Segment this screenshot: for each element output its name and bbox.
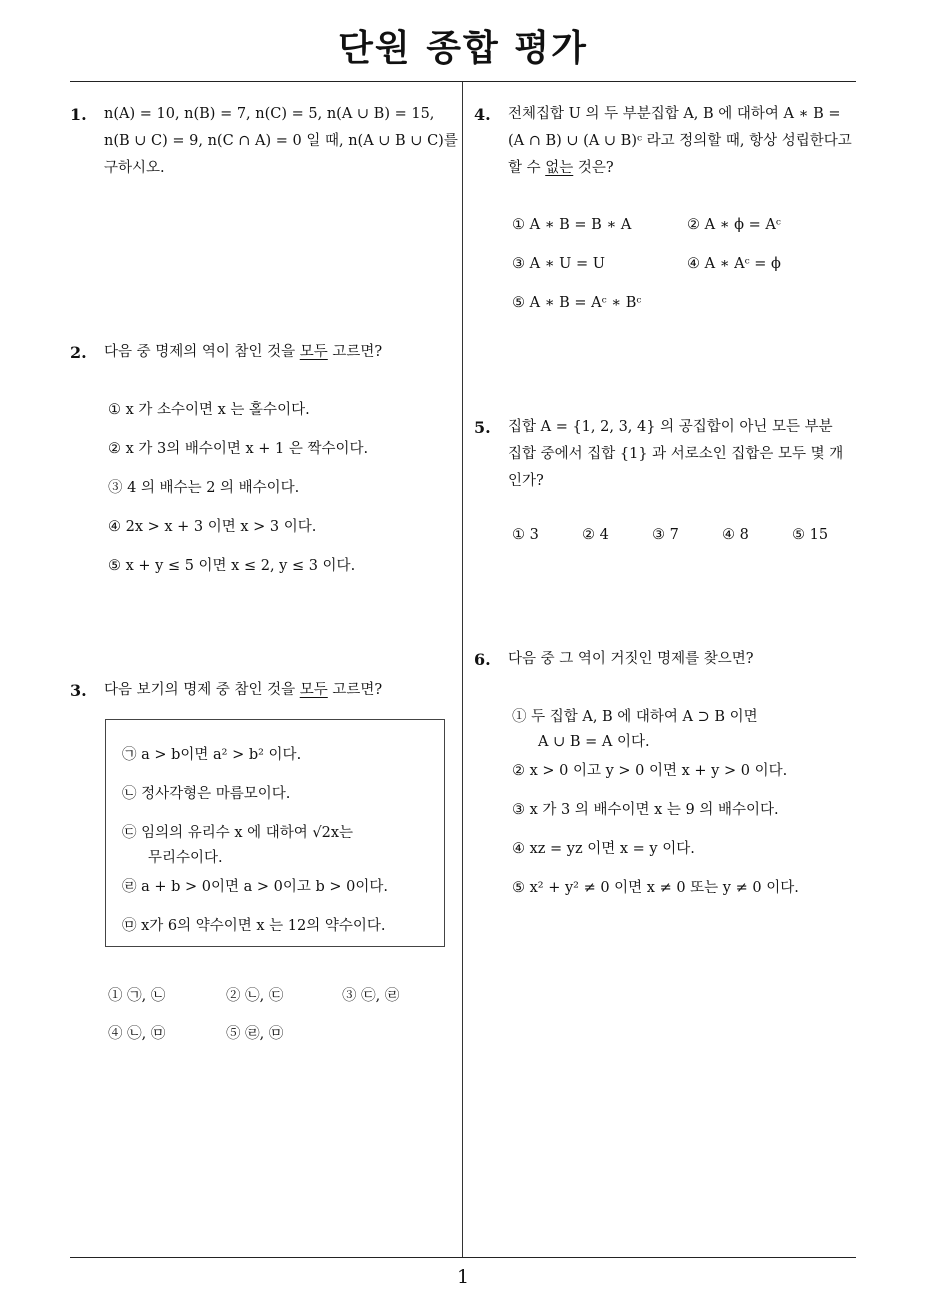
page-number: 1: [456, 1266, 470, 1288]
column-divider: [462, 82, 463, 1257]
stem-line: (A ∩ B) ∪ (A ∪ B)ᶜ 라고 정의할 때, 항상 성립한다고: [508, 133, 852, 149]
option-2[interactable]: ② x > 0 이고 y > 0 이면 x + y > 0 이다.: [512, 763, 788, 779]
question-1: [70, 101, 460, 191]
question-4: [474, 101, 864, 321]
question-3: [70, 677, 460, 717]
stem-line: 집합 A = {1, 2, 3, 4} 의 공집합이 아닌 모든 부분: [508, 419, 833, 435]
option-4[interactable]: ④ 2x > x + 3 이면 x > 3 이다.: [108, 519, 317, 535]
option-1-continued: A ∪ B = A 이다.: [538, 734, 650, 750]
option-1[interactable]: ① 두 집합 A, B 에 대하여 A ⊃ B 이면: [512, 709, 758, 725]
stem-text: 고르면?: [327, 344, 383, 360]
page-title: 단원 종합 평가: [338, 28, 588, 69]
option-4[interactable]: ④ 8: [722, 527, 749, 543]
stem-emphasis: 모두: [299, 682, 328, 698]
option-4[interactable]: ④ A ∗ Aᶜ = ϕ: [687, 256, 781, 272]
option-2[interactable]: ② x 가 3의 배수이면 x + 1 은 짝수이다.: [108, 441, 369, 457]
stem-line: 구하시오.: [104, 160, 165, 176]
question-stem: 다음 중 그 역이 거짓인 명제를 찾으면?: [508, 651, 754, 667]
stem-text: 다음 중 명제의 역이 참인 것을: [104, 344, 300, 360]
stem-line: n(A) = 10, n(B) = 7, n(C) = 5, n(A ∪ B) = 15,: [104, 106, 435, 122]
question-number: 4.: [474, 105, 491, 124]
option-3[interactable]: ③ x 가 3 의 배수이면 x 는 9 의 배수이다.: [512, 802, 779, 818]
option-1[interactable]: ① 3: [512, 527, 539, 543]
option-5[interactable]: ⑤ ㉣, ㉤: [226, 1026, 284, 1042]
option-1[interactable]: ① A ∗ B = B ∗ A: [512, 217, 632, 233]
box-item-continued: 무리수이다.: [148, 850, 223, 866]
top-rule: [70, 81, 856, 82]
stem-line: 집합 중에서 집합 {1} 과 서로소인 집합은 모두 몇 개: [508, 446, 844, 462]
question-stem: [104, 101, 458, 182]
question-stem: [508, 101, 852, 182]
example-box: [105, 719, 445, 947]
bottom-rule: [70, 1257, 856, 1258]
question-number: 6.: [474, 650, 491, 669]
option-3[interactable]: ③ 7: [652, 527, 679, 543]
box-item: ㉤ x가 6의 약수이면 x 는 12의 약수이다.: [122, 918, 386, 934]
option-1[interactable]: ① ㉠, ㉡: [108, 988, 166, 1004]
question-stem: [104, 339, 382, 366]
box-item: ㉡ 정사각형은 마름모이다.: [122, 786, 291, 802]
question-stem: [104, 677, 382, 704]
question-2: [70, 339, 460, 589]
stem-text: 다음 보기의 명제 중 참인 것을: [104, 682, 300, 698]
question-3-options: [70, 983, 460, 1053]
option-2[interactable]: ② A ∗ ϕ = Aᶜ: [687, 217, 781, 233]
question-6: [474, 646, 864, 906]
stem-text: 것은?: [573, 160, 614, 176]
option-5[interactable]: ⑤ A ∗ B = Aᶜ ∗ Bᶜ: [512, 295, 642, 311]
option-2[interactable]: ② ㉡, ㉢: [226, 988, 284, 1004]
box-item: ㉢ 임의의 유리수 x 에 대하여 √2x는: [122, 825, 354, 841]
question-stem: [508, 414, 843, 495]
question-number: 1.: [70, 105, 87, 124]
stem-emphasis: 없는: [545, 160, 574, 176]
stem-line: 인가?: [508, 473, 544, 489]
option-4[interactable]: ④ ㉡, ㉤: [108, 1026, 166, 1042]
option-3[interactable]: ③ 4 의 배수는 2 의 배수이다.: [108, 480, 300, 496]
question-5: [474, 414, 864, 554]
option-5[interactable]: ⑤ x² + y² ≠ 0 이면 x ≠ 0 또는 y ≠ 0 이다.: [512, 880, 799, 896]
option-4[interactable]: ④ xz = yz 이면 x = y 이다.: [512, 841, 695, 857]
question-number: 2.: [70, 343, 87, 362]
option-1[interactable]: ① x 가 소수이면 x 는 홀수이다.: [108, 402, 310, 418]
option-5[interactable]: ⑤ 15: [792, 527, 829, 543]
box-item: ㉣ a + b > 0이면 a > 0이고 b > 0이다.: [122, 879, 388, 895]
option-3[interactable]: ③ ㉢, ㉣: [342, 988, 400, 1004]
question-number: 5.: [474, 418, 491, 437]
option-5[interactable]: ⑤ x + y ≤ 5 이면 x ≤ 2, y ≤ 3 이다.: [108, 558, 356, 574]
stem-line: [508, 155, 852, 182]
box-item: ㉠ a > b이면 a² > b² 이다.: [122, 747, 302, 763]
stem-text: 고르면?: [327, 682, 383, 698]
stem-line: n(B ∪ C) = 9, n(C ∩ A) = 0 일 때, n(A ∪ B ∪ C)를: [104, 133, 458, 149]
option-3[interactable]: ③ A ∗ U = U: [512, 256, 605, 272]
option-2[interactable]: ② 4: [582, 527, 609, 543]
stem-line: 전체집합 U 의 두 부분집합 A, B 에 대하여 A ∗ B =: [508, 106, 841, 122]
question-number: 3.: [70, 681, 87, 700]
stem-text: 할 수: [508, 160, 546, 176]
stem-emphasis: 모두: [299, 344, 328, 360]
